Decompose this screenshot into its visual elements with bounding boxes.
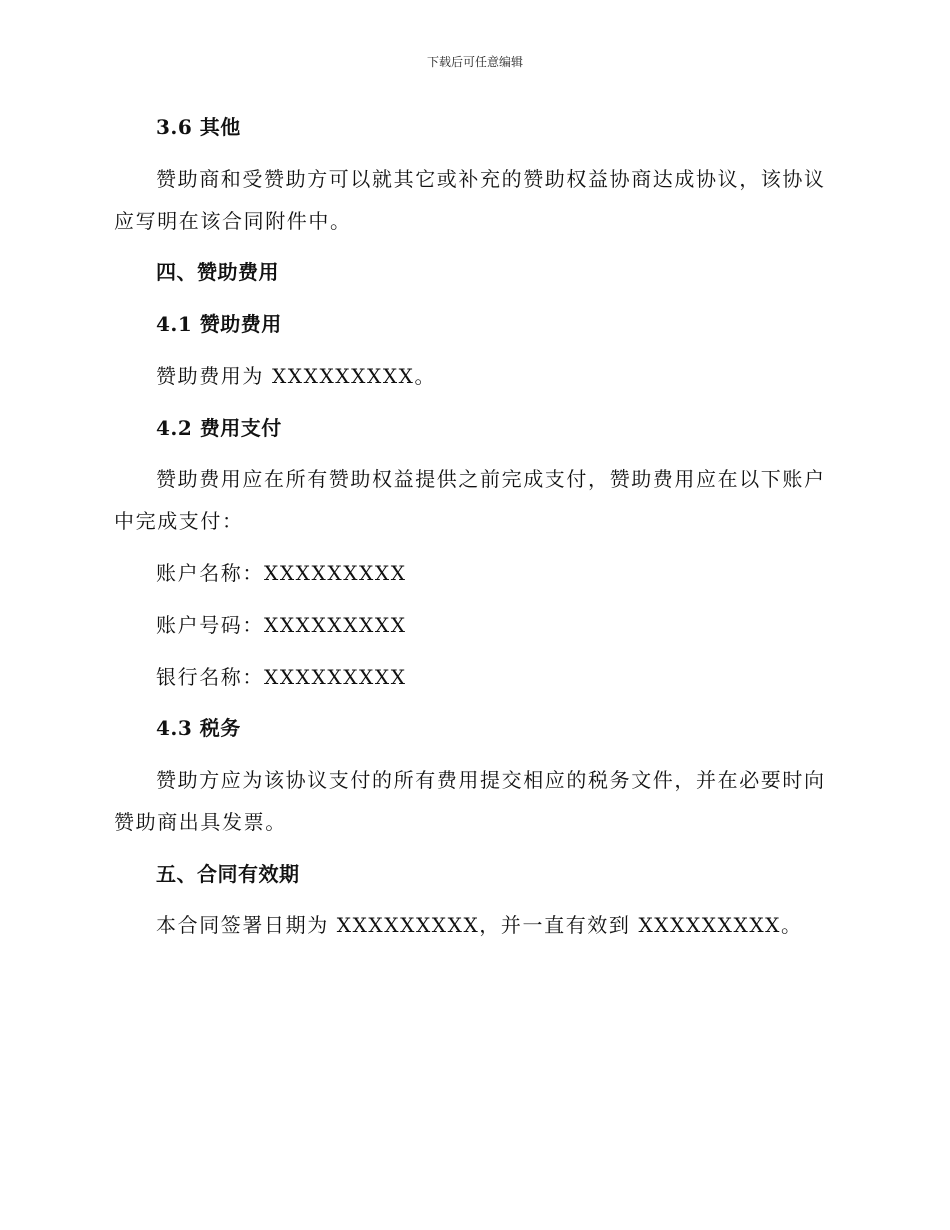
section-3-6-heading: 3.6 其他: [156, 115, 241, 139]
paragraph-line: 赞助商出具发票。: [114, 810, 287, 834]
paragraph-line: 赞助费用应在所有赞助权益提供之前完成支付，赞助费用应在以下账户: [156, 467, 826, 491]
bank-name-line: 银行名称：XXXXXXXXX: [156, 665, 407, 689]
paragraph-line: 本合同签署日期为 XXXXXXXXX，并一直有效到 XXXXXXXXX。: [156, 913, 803, 937]
account-number-line: 账户号码：XXXXXXXXX: [156, 613, 407, 637]
page-header: 下载后可任意编辑: [426, 55, 523, 69]
section-4-heading: 四、赞助费用: [156, 260, 279, 284]
section-5-heading: 五、合同有效期: [156, 862, 300, 886]
section-4-3-heading: 4.3 税务: [156, 716, 241, 740]
section-4-2-heading: 4.2 费用支付: [156, 416, 282, 440]
paragraph-line: 赞助商和受赞助方可以就其它或补充的赞助权益协商达成协议，该协议: [156, 167, 826, 191]
paragraph-line: 赞助方应为该协议支付的所有费用提交相应的税务文件，并在必要时向: [156, 768, 826, 792]
account-name-line: 账户名称：XXXXXXXXX: [156, 561, 407, 585]
section-4-1-heading: 4.1 赞助费用: [156, 312, 282, 336]
paragraph-line: 赞助费用为 XXXXXXXXX。: [156, 364, 437, 388]
paragraph-line: 中完成支付：: [114, 509, 244, 533]
paragraph-line: 应写明在该合同附件中。: [114, 209, 352, 233]
